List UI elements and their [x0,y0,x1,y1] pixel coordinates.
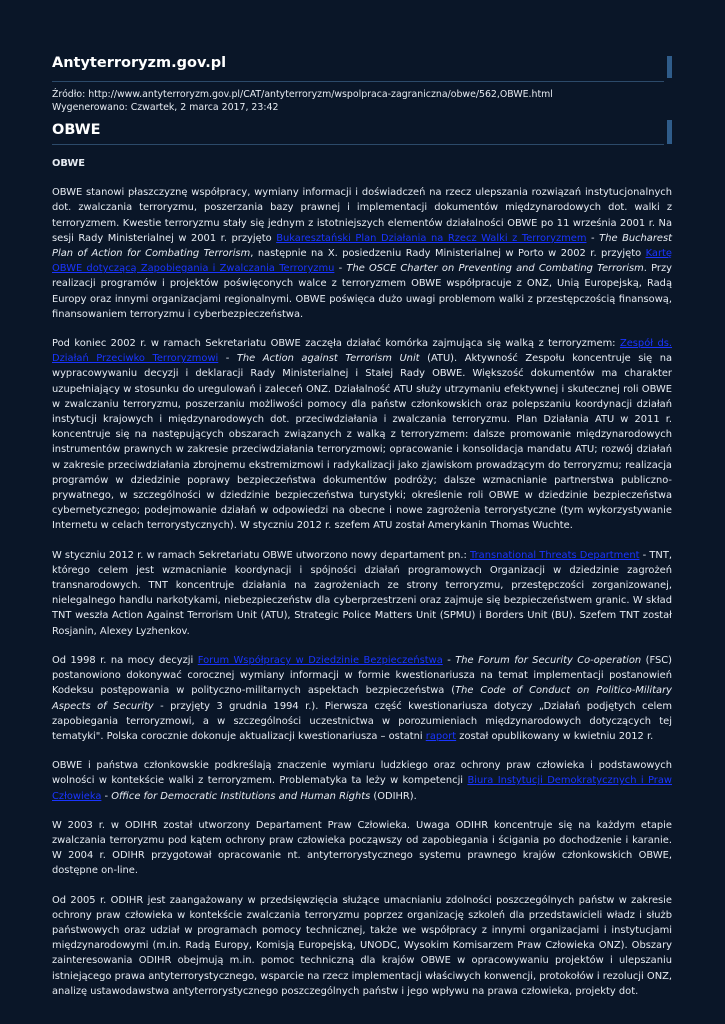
site-title: Antyterroryzm.gov.pl [52,55,227,71]
text: - [334,263,347,275]
italic-text: The Bucharest Plan of Action for Combating Terrorism [52,232,673,260]
text: - [101,790,112,802]
generated-date: Wygenerowano: Czwartek, 2 marca 2017, 23:42 [52,102,279,113]
text: OBWE stanowi płaszczyznę współpracy, wymiany informacji i doświadczeń na rzecz ulepszania rozwiązań instytucjonalnych dot. zwalczania terroryzmu, poszerzania bazy prawnej i implementacji dokumentów międzynarodowych dot. walki z terroryzmem. Kwestie terroryzmu stały się jednym z istotniejszych elementów działalności OBWE po 11 września 2001 r. Na sesji Rady Ministerialnej w 2001 r. przyjęto [52,187,672,244]
link-fsc[interactable]: Forum Współpracy w Dziedzinie Bezpieczeństwa [197,654,443,666]
paragraph-7 [52,893,672,999]
link-odihr[interactable]: Biura Instytucji Demokratycznych i Praw Człowieka [52,775,672,802]
text: został opublikowany w kwietniu 2012 r. [456,730,654,742]
article-header [52,120,672,144]
site-header [52,52,672,78]
text: W styczniu 2012 r. w ramach Sekretariatu OBWE utworzono nowy departament pn.: [52,549,471,561]
paragraph-2 [52,336,672,534]
text: - [442,654,456,666]
link-report[interactable]: raport [425,730,457,742]
italic-text: The OSCE Charter on Preventing and Combating Terrorism [346,263,644,275]
text: Od 1998 r. na mocy decyzji [52,654,198,666]
text: - TNT, którego celem jest wzmacnianie koordynacji i spójności działań programowych Organizacji w dziedzinie zagrożeń transnarodowych. TNT koncentruje działania na zagrożeniach ze strony terroryzmu, przestępczości zorganizowanej, nielegalnego handlu narkotykami, niebezpieczeństw dla cyberprzestrzeni oraz zajmuje się bezpieczeństwem granic. W skład TNT weszła Action Against Terrorism Unit (ATU), Strategic Police Matters Unit (SPMU) i Borders Unit (BU). Szefem TNT został Rosjanin, Alexey Lyzhenkov. [52,549,672,637]
text: W 2003 r. w ODIHR został utworzony Departament Praw Człowieka. Uwaga ODIHR koncentruje się na każdym etapie zwalczania terroryzmu pod kątem ochrony praw człowieka począwszy od zapobiegania i ścigania po dochodzenie i karanie. W 2004 r. ODIHR przygotował opracowanie nt. antyterrorystycznego systemu prawnego krajów członkowskich OBWE, dostępne on-line. [52,819,672,877]
text: - [586,232,600,244]
link-atu[interactable]: Zespół ds. Działań Przeciwko Terroryzmowi [52,338,673,365]
text: Pod koniec 2002 r. w ramach Sekretariatu OBWE zaczęła działać komórka zajmująca się walką z terroryzmem: [52,338,620,350]
article-accent-bar [667,120,672,144]
text: (ODIHR). [370,790,417,802]
text: , następnie na X. posiedzeniu Rady Ministerialnej w Porto w 2002 r. przyjęto [250,248,646,260]
article-subheading: OBWE [52,158,86,169]
article-title: OBWE [52,122,101,138]
document-meta [52,88,672,114]
text: (FSC) postanowiono dokonywać corocznej wymiany informacji w formie kwestionariusza na temat implementacji postanowień Kodeksu postępowania w polityczno-militarnych aspektach bezpieczeństwa ( [52,654,673,697]
link-bucharest-plan[interactable]: Bukaresztański Plan Działania na Rzecz Walki z Terroryzmem [276,232,587,244]
text: - przyjęty 3 grudnia 1994 r.). Pierwsza część kwestionariusza dotyczy „Działań podjętych celem zapobiegania terroryzmowi, a w szczególności uczestnictwa w porozumieniach międzynarodowych dotyczących tej tematyki". Polska corocznie dokonuje aktualizacji kwestionariusza – ostatni [52,700,672,742]
header-divider [52,81,664,82]
text: Od 2005 r. ODIHR jest zaangażowany w przedsięwzięcia służące umacnianiu zdolności poszczególnych państw w zakresie ochrony praw człowieka w kontekście zwalczania terroryzmu poprzez organizację szkoleń dla przedstawicieli władz i służb państwowych oraz udział w programach pomocy technicznej, także we współpracy z innymi organizacjami i instytucjami międzynarodowymi (m.in. Radą Europy, Komisją Europejską, UNODC, Wysokim Komisarzem Praw Człowieka ONZ). Obszary zainteresowania ODIHR obejmują m.in. pomoc techniczną dla krajów OBWE w opracowywaniu projektów i ulepszaniu istniejącego prawa antyterrorystycznego, wsparcie na rzecz implementacji właściwych konwencji, protokołów i rezolucji ONZ, analizę ustawodawstwa antyterrorystycznego poszczególnych państw i jego wpływu na prawa człowieka, projekty dot. [52,894,672,997]
source-url: Źródło: http://www.antyterroryzm.gov.pl/CAT/antyterroryzm/wspolpraca-zagraniczna/obwe/562,OBWE.html [52,89,553,100]
italic-text: The Forum for Security Co-operation [455,654,642,666]
italic-text: Office for Democratic Institutions and Human Rights [111,790,371,802]
article-divider [52,144,664,145]
italic-text: The Action against Terrorism Unit [236,353,420,365]
paragraph-5 [52,758,672,804]
text: OBWE i państwa członkowskie podkreślają znaczenie wymiaru ludzkiego oraz ochrony praw człowieka i podstawowych wolności w kontekście walki z terroryzmem. Problematyka ta leży w kompetencji [52,760,672,787]
article-body [52,156,672,1013]
paragraph-1 [52,185,672,322]
link-osce-charter[interactable]: Kartę OBWE dotyczącą Zapobiegania i Zwalczania Terroryzmu [52,248,672,275]
link-tnt[interactable]: Transnational Threats Department [470,549,640,561]
paragraph-6 [52,818,672,879]
text: (ATU). Aktywność Zespołu koncentruje się na wypracowywaniu decyzji i deklaracji Rady Ministerialnej i Stałej Rady OBWE. Większość dokumentów ma charakter uzupełniający w stosunku do uregulowań i zaleceń ONZ. Działalność ATU służy utrzymaniu efektywnej i skutecznej roli OBWE w zwalczaniu terroryzmu, poszerzaniu możliwości pomocy dla państw członkowskich oraz polepszaniu koordynacji działań instytucji krajowych i międzynarodowych dot. przeciwdziałania i zwalczania terroryzmu. Plan Działania ATU w 2011 r. koncentruje się na następujących obszarach związanych z walką z terroryzmem: dalsze promowanie międzynarodowych instrumentów prawnych w zakresie przeciwdziałania terroryzmowi; opracowanie i konsolidacja mandatu ATU; rozwój działań w zakresie przeciwdziałania zbrojnemu ekstremizmowi i radykalizacji jako zjawiskom prowadzącym do terroryzmu; realizacja programów w dziedzinie poprawy bezpieczeństwa dokumentów podróży; dalsze wzmacnianie partnerstwa publiczno-prywatnego, w szczególności w dziedzinie bezpieczeństwa turystyki; określenie roli OBWE w dziedzinie bezpieczeństwa cybernetycznego; podejmowanie działań w odpowiedzi na obecne i nowe zagrożenia terrorystyczne (tym wykorzystywanie Internetu w celach terrorystycznych). W styczniu 2012 r. szefem ATU został Amerykanin Thomas Wuchte. [52,353,673,532]
text: . Przy realizacji programów i projektów poświęconych walce z terroryzmem OBWE współpracuje z ONZ, Unią Europejską, Radą Europy oraz innymi organizacjami regionalnymi. OBWE poświęca dużo uwagi problemom walki z przestępczością finansową, finansowaniem terroryzmu i cyberbezpieczeństwa. [52,263,673,320]
italic-text: The Code of Conduct on Politico-Military Aspects of Security [52,685,672,712]
paragraph-4 [52,653,672,744]
header-accent-bar [667,56,672,78]
text: - [218,353,237,365]
paragraph-3 [52,548,672,639]
